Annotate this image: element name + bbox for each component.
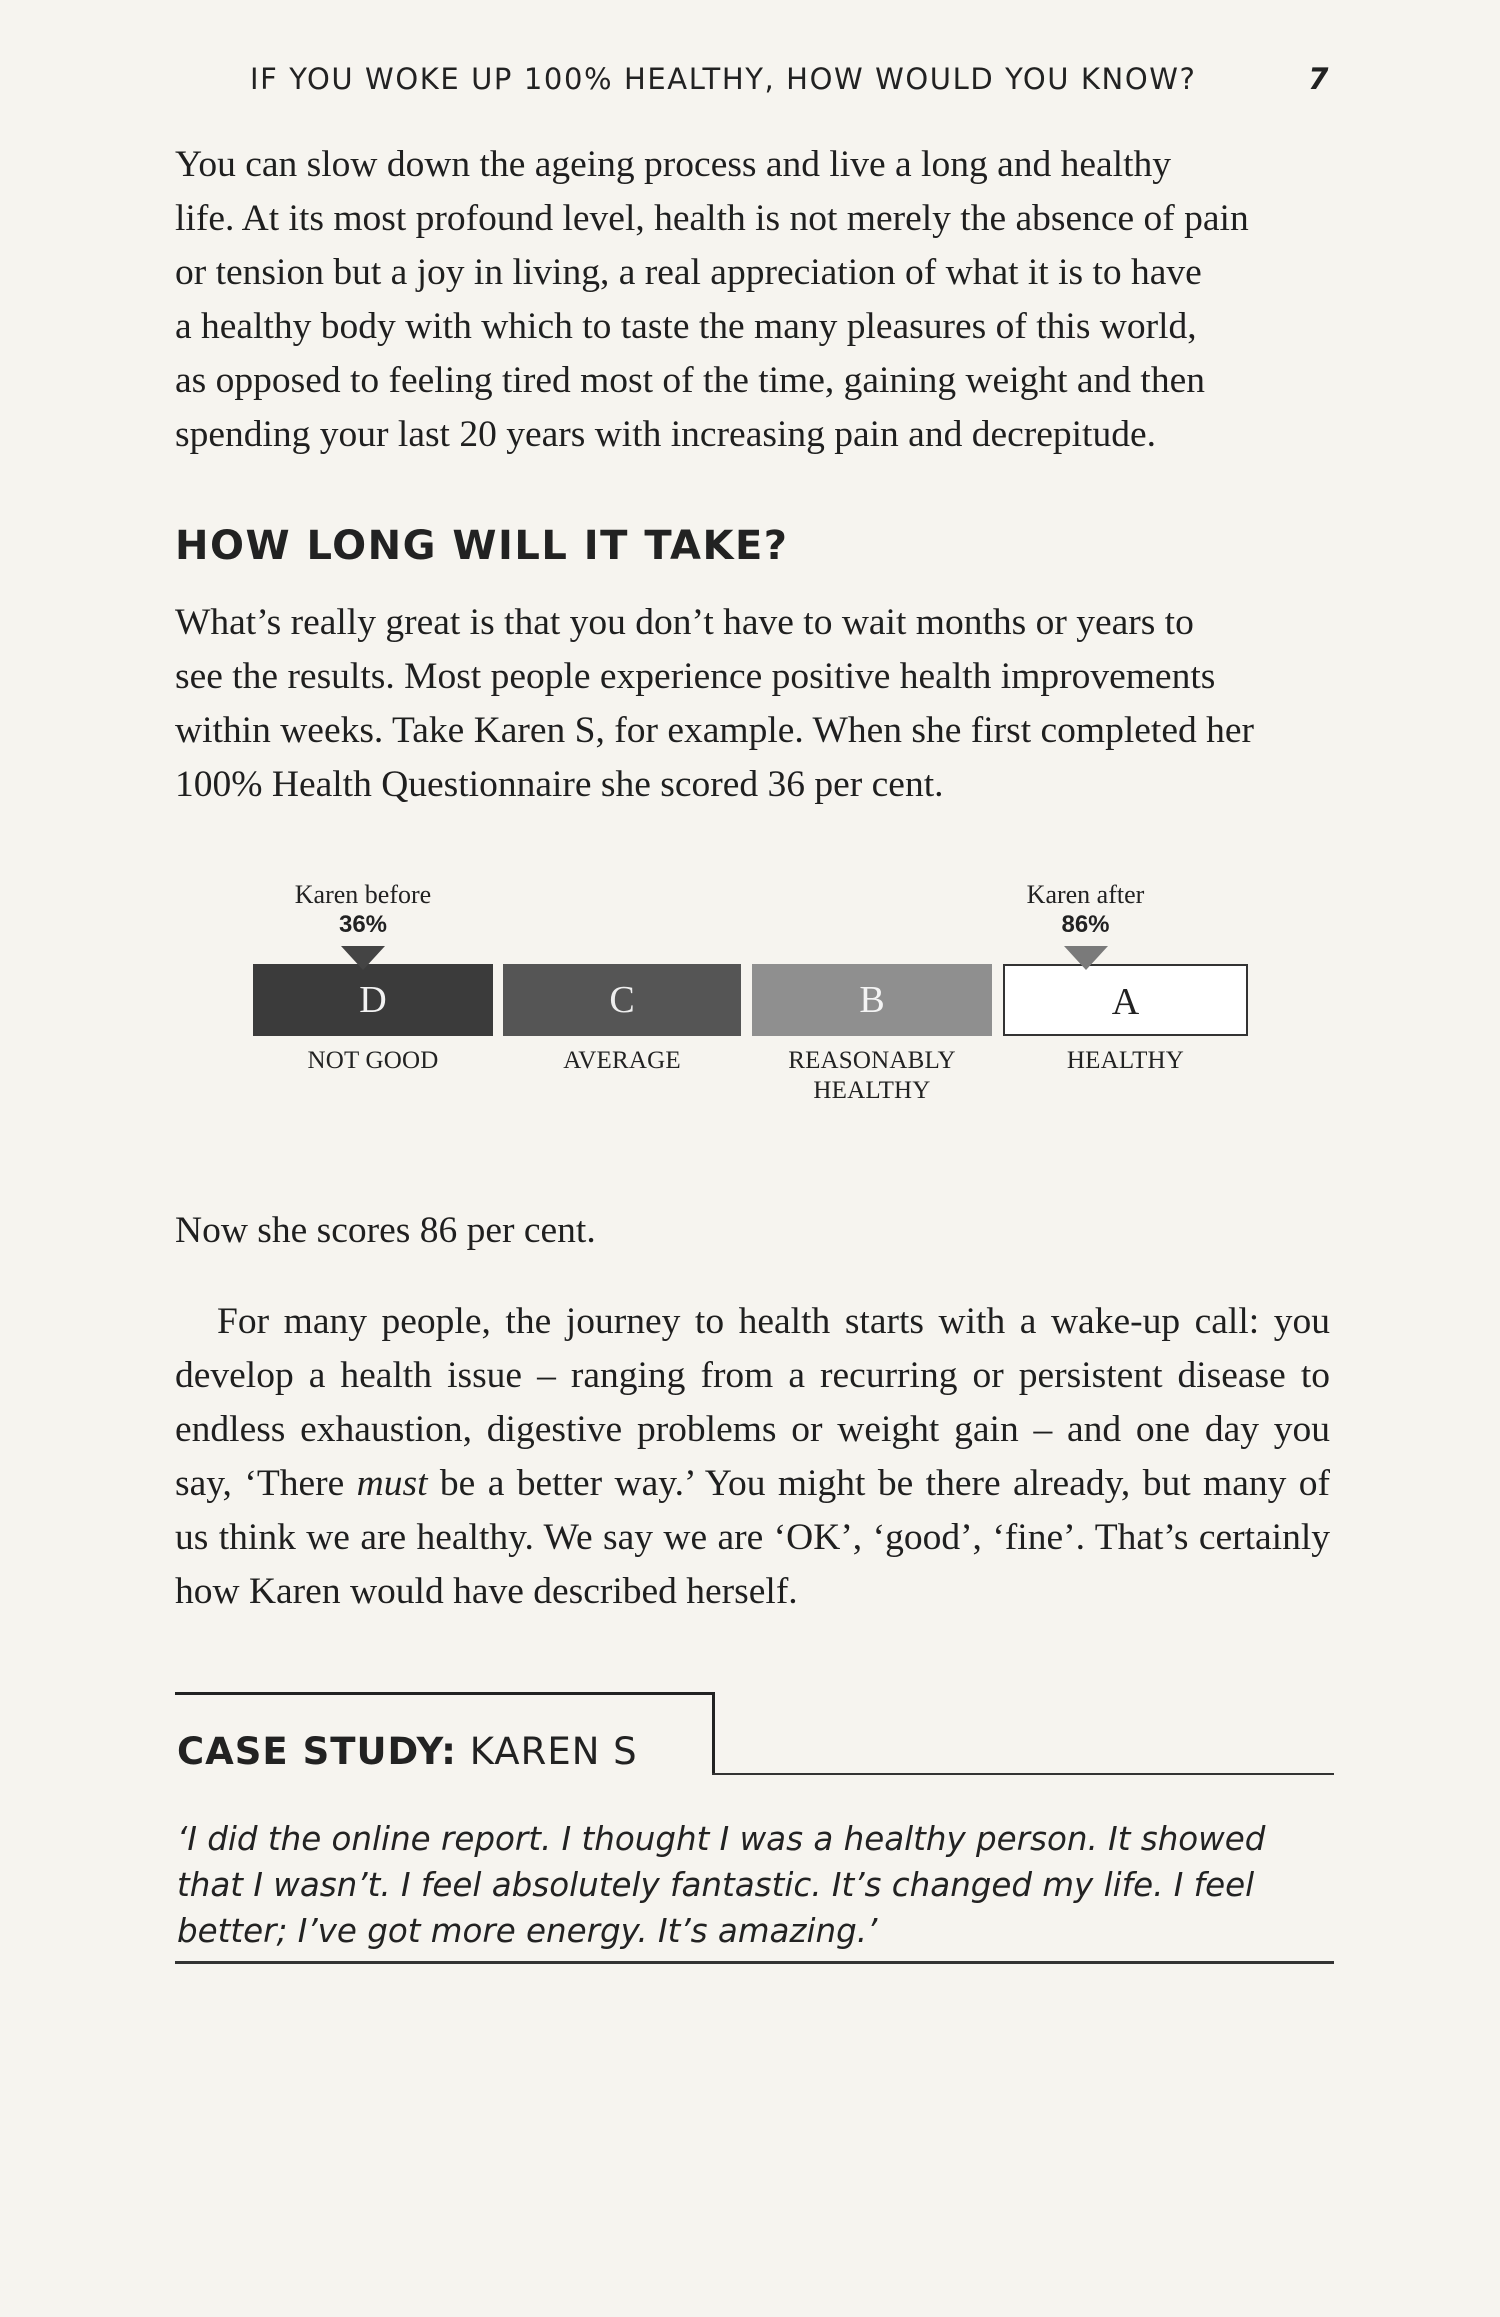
marker-label bbox=[986, 880, 1186, 940]
text-line: spending your last 20 years with increasing pain and decrepitude. bbox=[175, 414, 1156, 455]
case-study-rule-vertical bbox=[712, 1692, 715, 1774]
marker-name: Karen before bbox=[294, 880, 432, 909]
marker-triangle-icon bbox=[341, 946, 385, 970]
intro-paragraph bbox=[175, 138, 1330, 462]
grade-bar-a bbox=[1003, 964, 1248, 1036]
text-line: What’s really great is that you don’t have to wait months or years to bbox=[175, 602, 1194, 643]
text-line: a healthy body with which to taste the many pleasures of this world, bbox=[175, 306, 1197, 347]
running-head-title: IF YOU WOKE UP 100% HEALTHY, HOW WOULD YOU KNOW? bbox=[250, 62, 1197, 96]
case-study-label: CASE STUDY: bbox=[177, 1730, 457, 1773]
text-line: or tension but a joy in living, a real appreciation of what it is to have bbox=[175, 252, 1202, 293]
grade-bar-d bbox=[253, 964, 493, 1036]
case-study-title bbox=[177, 1730, 638, 1773]
case-study-name: KAREN S bbox=[469, 1730, 638, 1773]
grade-label: AVERAGE bbox=[563, 1047, 681, 1074]
case-study-rule-end bbox=[175, 1961, 1334, 1964]
text-line: life. At its most profound level, health is not merely the absence of pain bbox=[175, 198, 1249, 239]
running-head bbox=[250, 62, 1330, 96]
section-paragraph bbox=[175, 596, 1330, 812]
text-line: see the results. Most people experience positive health improvements bbox=[175, 656, 1216, 697]
case-study-quote: ‘I did the online report. I thought I was a healthy person. It showed that I wasn’t. I feel absolutely fantastic. It’s changed my life. I feel better; I’ve got more energy. It’s amazing.’ bbox=[177, 1820, 1266, 1950]
page-number: 7 bbox=[1308, 62, 1330, 96]
wake-up-paragraph bbox=[175, 1295, 1330, 1619]
now-scores-line: Now she scores 86 per cent. bbox=[175, 1209, 596, 1251]
marker-value: 86% bbox=[1061, 911, 1110, 938]
text-line: You can slow down the ageing process and live a long and healthy bbox=[175, 144, 1171, 185]
grade-letter: D bbox=[359, 979, 387, 1021]
after-chart-text bbox=[175, 1166, 1330, 1657]
case-study-rule-bottom bbox=[712, 1773, 1334, 1775]
text-line: within weeks. Take Karen S, for example. When she first completed her bbox=[175, 710, 1254, 751]
emphasis-must: must bbox=[356, 1463, 428, 1504]
marker-label bbox=[263, 880, 463, 940]
case-study-rule-top bbox=[175, 1692, 712, 1695]
section-heading: HOW LONG WILL IT TAKE? bbox=[175, 523, 789, 569]
paragraph-text-b: be a better way.’ You might be there already, but many of us think we are healthy. We say we are ‘OK’, ‘good’, ‘fine’. That’s certainly how Karen would have described herself. bbox=[175, 1463, 1330, 1612]
marker-name: Karen after bbox=[1026, 880, 1145, 909]
grade-bar-c bbox=[503, 964, 741, 1036]
grade-label: HEALTHY bbox=[1066, 1047, 1185, 1074]
grade-label: NOT GOOD bbox=[307, 1047, 439, 1074]
grade-bar-b bbox=[752, 964, 992, 1036]
text-line: 100% Health Questionnaire she scored 36 per cent. bbox=[175, 764, 944, 805]
grade-letter: B bbox=[859, 979, 885, 1021]
grade-letter: C bbox=[609, 979, 635, 1021]
grade-letter: A bbox=[1111, 981, 1140, 1023]
marker-triangle-icon bbox=[1064, 946, 1108, 970]
text-line: as opposed to feeling tired most of the time, gaining weight and then bbox=[175, 360, 1205, 401]
marker-value: 36% bbox=[338, 911, 388, 938]
paragraph-text-a: For many people, the journey to health starts with a wake-up call: you develop a health issue – ranging from a recurring or persistent disease to endless exhaustion, digestive problems or weight gain – and one day you say, ‘There bbox=[175, 1301, 1330, 1504]
grade-label: REASONABLY HEALTHY bbox=[788, 1047, 956, 1104]
